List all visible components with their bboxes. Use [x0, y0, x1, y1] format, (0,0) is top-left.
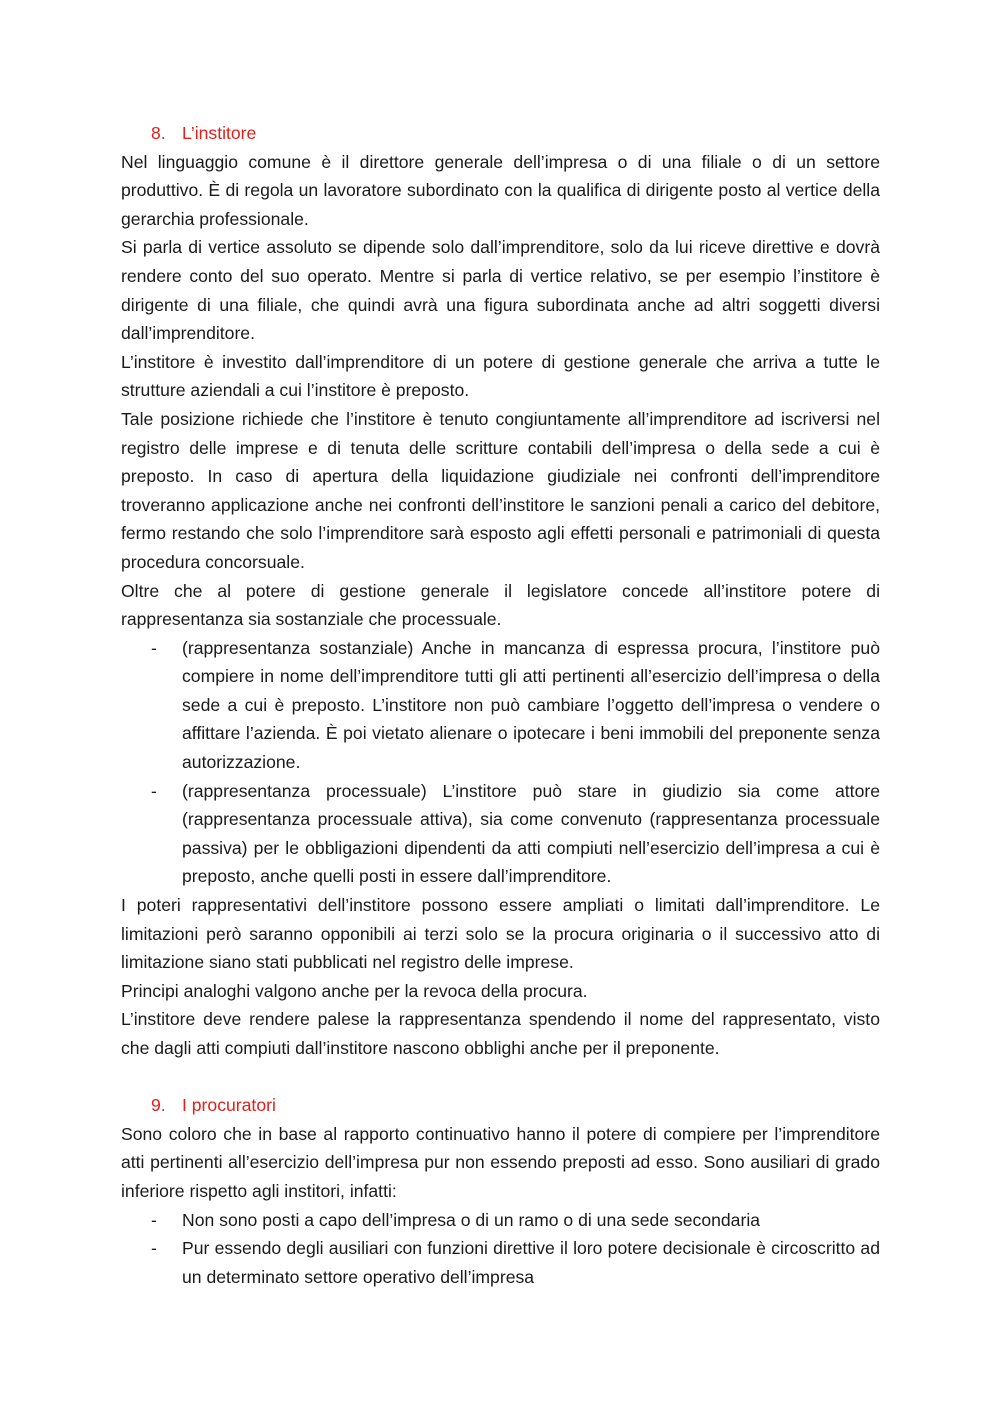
list-item-text: (rappresentanza sostanziale) Anche in mancanza di espressa procura, l’institore può compiere in nome dell’imprenditore tutti gli atti pertinenti all’esercizio dell’impresa o della sede a cui è preposto. L’institore non può cambiare l’oggetto dell’impresa o vendere o affittare l’azienda. È poi vietato alienare o ipotecare i beni immobili del preponente senza autorizzazione.: [182, 637, 880, 773]
list-item: [121, 634, 880, 777]
section-heading-8: [121, 119, 880, 148]
list-item-text: (rappresentanza processuale) L’institore può stare in giudizio sia come attore (rappresentanza processuale attiva), sia come convenuto (rappresentanza processuale passiva) per le obbligazioni dipendenti da atti compiuti nell’esercizio dell’impresa a cui è preposto, anche quelli posti in essere dall’imprenditore.: [182, 780, 880, 887]
paragraph: L’institore deve rendere palese la rappresentanza spendendo il nome del rappresentato, visto che dagli atti compiuti dall’institore nascono obblighi anche per il preponente.: [121, 1009, 880, 1058]
list-item-text: Non sono posti a capo dell’impresa o di un ramo o di una sede secondaria: [182, 1209, 761, 1230]
paragraph: Principi analoghi valgono anche per la revoca della procura.: [121, 980, 588, 1001]
paragraph: Tale posizione richiede che l’institore è tenuto congiuntamente all’imprenditore ad iscriversi nel registro delle imprese e di tenuta delle scritture contabili dell’impresa o della sede a cui è preposto. In caso di apertura della liquidazione giudiziale nei confronti dell’imprenditore troveranno applicazione anche nei confronti dell’institore le sanzioni penali a carico del debitore, fermo restando che solo l’imprenditore sarà esposto agli effetti personali e patrimoniali di questa procedura concorsuale.: [121, 408, 880, 572]
section-heading-9: [121, 1091, 880, 1120]
section-title: I procuratori: [182, 1095, 276, 1116]
bullet-list: [121, 1206, 880, 1292]
section-number: 8.: [151, 123, 166, 143]
paragraph: Oltre che al potere di gestione generale il legislatore concede all’institore potere di rappresentanza sia sostanziale che processuale.: [121, 580, 880, 630]
paragraph: Sono coloro che in base al rapporto continuativo hanno il potere di compiere per l’imprenditore atti pertinenti all’esercizio dell’impresa pur non essendo preposti ad esso. Sono ausiliari di grado inferiore rispetto agli institori, infatti:: [121, 1123, 880, 1201]
section-title: L’institore: [182, 123, 257, 143]
list-item: [121, 1234, 880, 1291]
section-number: 9.: [151, 1095, 166, 1116]
list-item: [121, 1206, 880, 1235]
paragraph: Si parla di vertice assoluto se dipende solo dall’imprenditore, solo da lui riceve direttive e dovrà rendere conto del suo operato. Mentre si parla di vertice relativo, se per esempio l’institore è dirigente di una filiale, che quindi avrà una figura subordinata anche ad altri soggetti diversi dall’imprenditore.: [121, 237, 880, 344]
dash-bullet: -: [151, 1209, 157, 1230]
paragraph: L’institore è investito dall’imprenditore di un potere di gestione generale che arriva a tutte le strutture aziendali a cui l’institore è preposto.: [121, 351, 880, 401]
list-item: [121, 777, 880, 891]
dash-bullet: -: [151, 1238, 157, 1259]
paragraph: Nel linguaggio comune è il direttore generale dell’impresa o di una filiale o di un settore produttivo. È di regola un lavoratore subordinato con la qualifica di dirigente posto al vertice della gerarchia professionale.: [121, 151, 880, 229]
list-item-text: Pur essendo degli ausiliari con funzioni direttive il loro potere decisionale è circoscritto ad un determinato settore operativo dell’impresa: [182, 1238, 880, 1287]
paragraph: I poteri rappresentativi dell’institore possono essere ampliati o limitati dall’imprenditore. Le limitazioni però saranno opponibili ai terzi solo se la procura originaria o il successivo atto di limitazione siano stati pubblicati nel registro delle imprese.: [121, 895, 880, 973]
section-spacer: [121, 1063, 880, 1092]
bullet-list: [121, 634, 880, 891]
dash-bullet: -: [151, 637, 157, 658]
dash-bullet: -: [151, 780, 157, 801]
